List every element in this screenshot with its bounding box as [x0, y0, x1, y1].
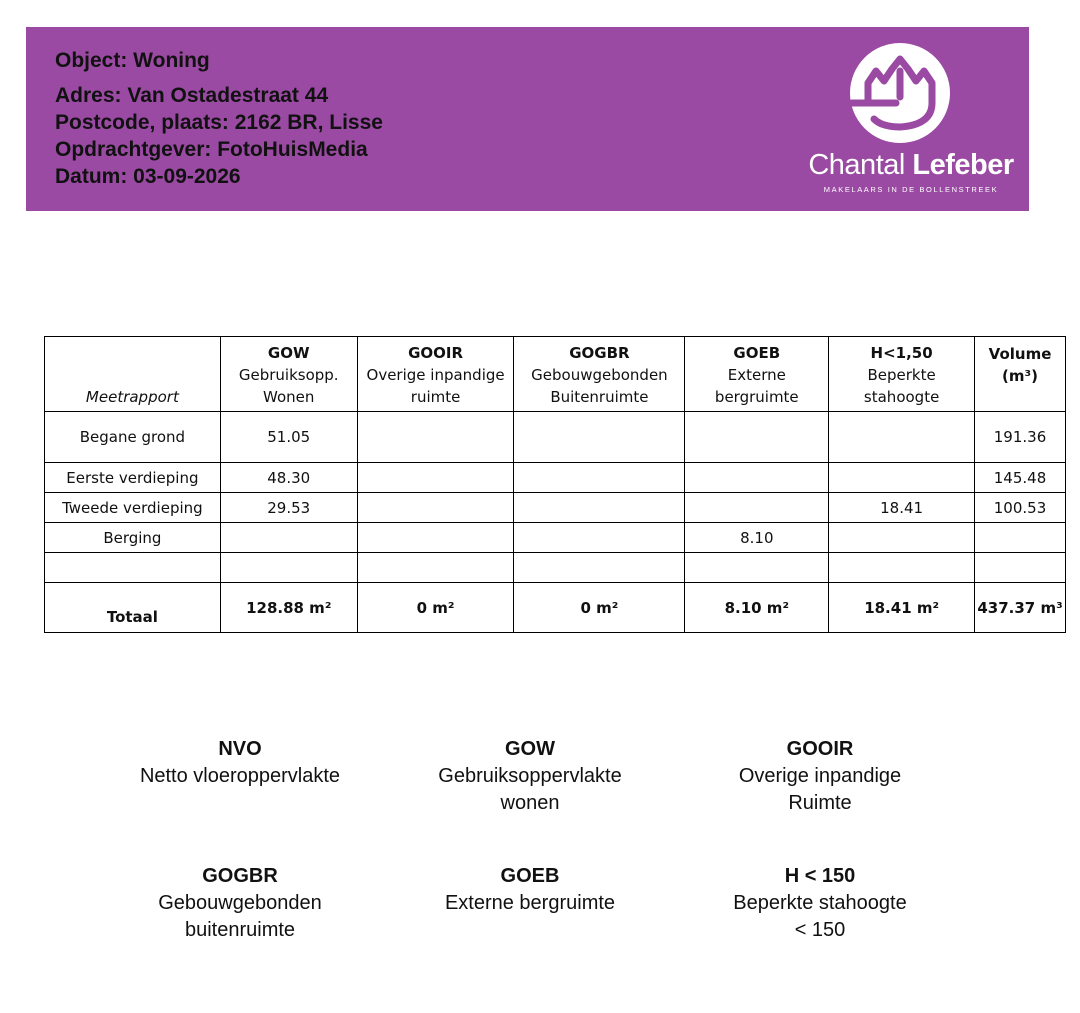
table-cell: [514, 412, 685, 463]
table-cell: [685, 463, 829, 493]
table-cell: 29.53: [220, 493, 357, 523]
column-header: GOGBR Gebouwgebonden Buitenruimte: [514, 337, 685, 412]
table-cell: [357, 523, 514, 553]
row-label: Eerste verdieping: [45, 463, 221, 493]
header-banner: [26, 27, 1029, 211]
total-cell: 8.10 m²: [685, 583, 829, 633]
row-label: Berging: [45, 523, 221, 553]
total-label: Totaal: [45, 583, 221, 633]
column-header: GOW Gebruiksopp. Wonen: [220, 337, 357, 412]
address-line: Adres: Van Ostadestraat 44: [55, 84, 329, 107]
table-cell: [514, 463, 685, 493]
total-cell: 0 m²: [514, 583, 685, 633]
object-info: [55, 47, 383, 190]
table-cell: [685, 553, 829, 583]
row-label: [45, 553, 221, 583]
row-label: Tweede verdieping: [45, 493, 221, 523]
total-row: [45, 583, 1066, 633]
legend-gooir: GOOIR Overige inpandige Ruimte: [738, 738, 902, 814]
table-cell: 191.36: [975, 412, 1066, 463]
client-line: Opdrachtgever: FotoHuisMedia: [55, 138, 368, 161]
postcode-line: Postcode, plaats: 2162 BR, Lisse: [55, 111, 383, 134]
table-title: Meetrapport: [45, 337, 221, 412]
total-cell: 437.37 m³: [975, 583, 1066, 633]
table-cell: [514, 523, 685, 553]
table-header-row: [45, 337, 1066, 412]
table-cell: 100.53: [975, 493, 1066, 523]
legend-goeb: GOEB Externe bergruimte: [444, 865, 616, 914]
table-cell: [357, 493, 514, 523]
table-row: [45, 553, 1066, 583]
table-row: [45, 523, 1066, 553]
total-cell: 0 m²: [357, 583, 514, 633]
table-cell: [829, 523, 975, 553]
table-cell: 18.41: [829, 493, 975, 523]
measurement-table: [44, 336, 1066, 633]
legend-h150: H < 150 Beperkte stahoogte < 150: [733, 865, 907, 941]
table-cell: [514, 553, 685, 583]
legend-nvo: NVO Netto vloeroppervlakte: [139, 738, 341, 787]
date-line: Datum: 03-09-2026: [55, 165, 241, 188]
table-cell: [514, 493, 685, 523]
table-cell: [220, 523, 357, 553]
table-cell: [357, 412, 514, 463]
table-cell: 145.48: [975, 463, 1066, 493]
total-cell: 18.41 m²: [829, 583, 975, 633]
table-cell: 51.05: [220, 412, 357, 463]
table-cell: [829, 463, 975, 493]
table-cell: [357, 463, 514, 493]
column-header: H<1,50 Beperkte stahoogte: [829, 337, 975, 412]
total-cell: 128.88 m²: [220, 583, 357, 633]
table-row: [45, 493, 1066, 523]
column-header: GOEB Externe bergruimte: [685, 337, 829, 412]
logo-tagline: MAKELAARS IN DE BOLLENSTREEK: [823, 185, 999, 194]
table-cell: [220, 553, 357, 583]
table-cell: [829, 412, 975, 463]
table-cell: [357, 553, 514, 583]
legend-gow: GOW Gebruiksoppervlakte wonen: [438, 738, 622, 814]
table-cell: 8.10: [685, 523, 829, 553]
legend-gogbr: GOGBR Gebouwgebonden buitenruimte: [158, 865, 322, 941]
column-header: GOOIR Overige inpandige ruimte: [357, 337, 514, 412]
logo-name: Chantal Lefeber: [808, 149, 1014, 181]
object-line: Object: Woning: [55, 49, 210, 72]
table-row: [45, 412, 1066, 463]
table-cell: [975, 553, 1066, 583]
table-cell: [685, 412, 829, 463]
table-cell: [685, 493, 829, 523]
column-header-volume: Volume (m³): [975, 337, 1066, 412]
table-cell: [975, 523, 1066, 553]
table-cell: 48.30: [220, 463, 357, 493]
table-row: [45, 463, 1066, 493]
table-cell: [829, 553, 975, 583]
row-label: Begane grond: [45, 412, 221, 463]
